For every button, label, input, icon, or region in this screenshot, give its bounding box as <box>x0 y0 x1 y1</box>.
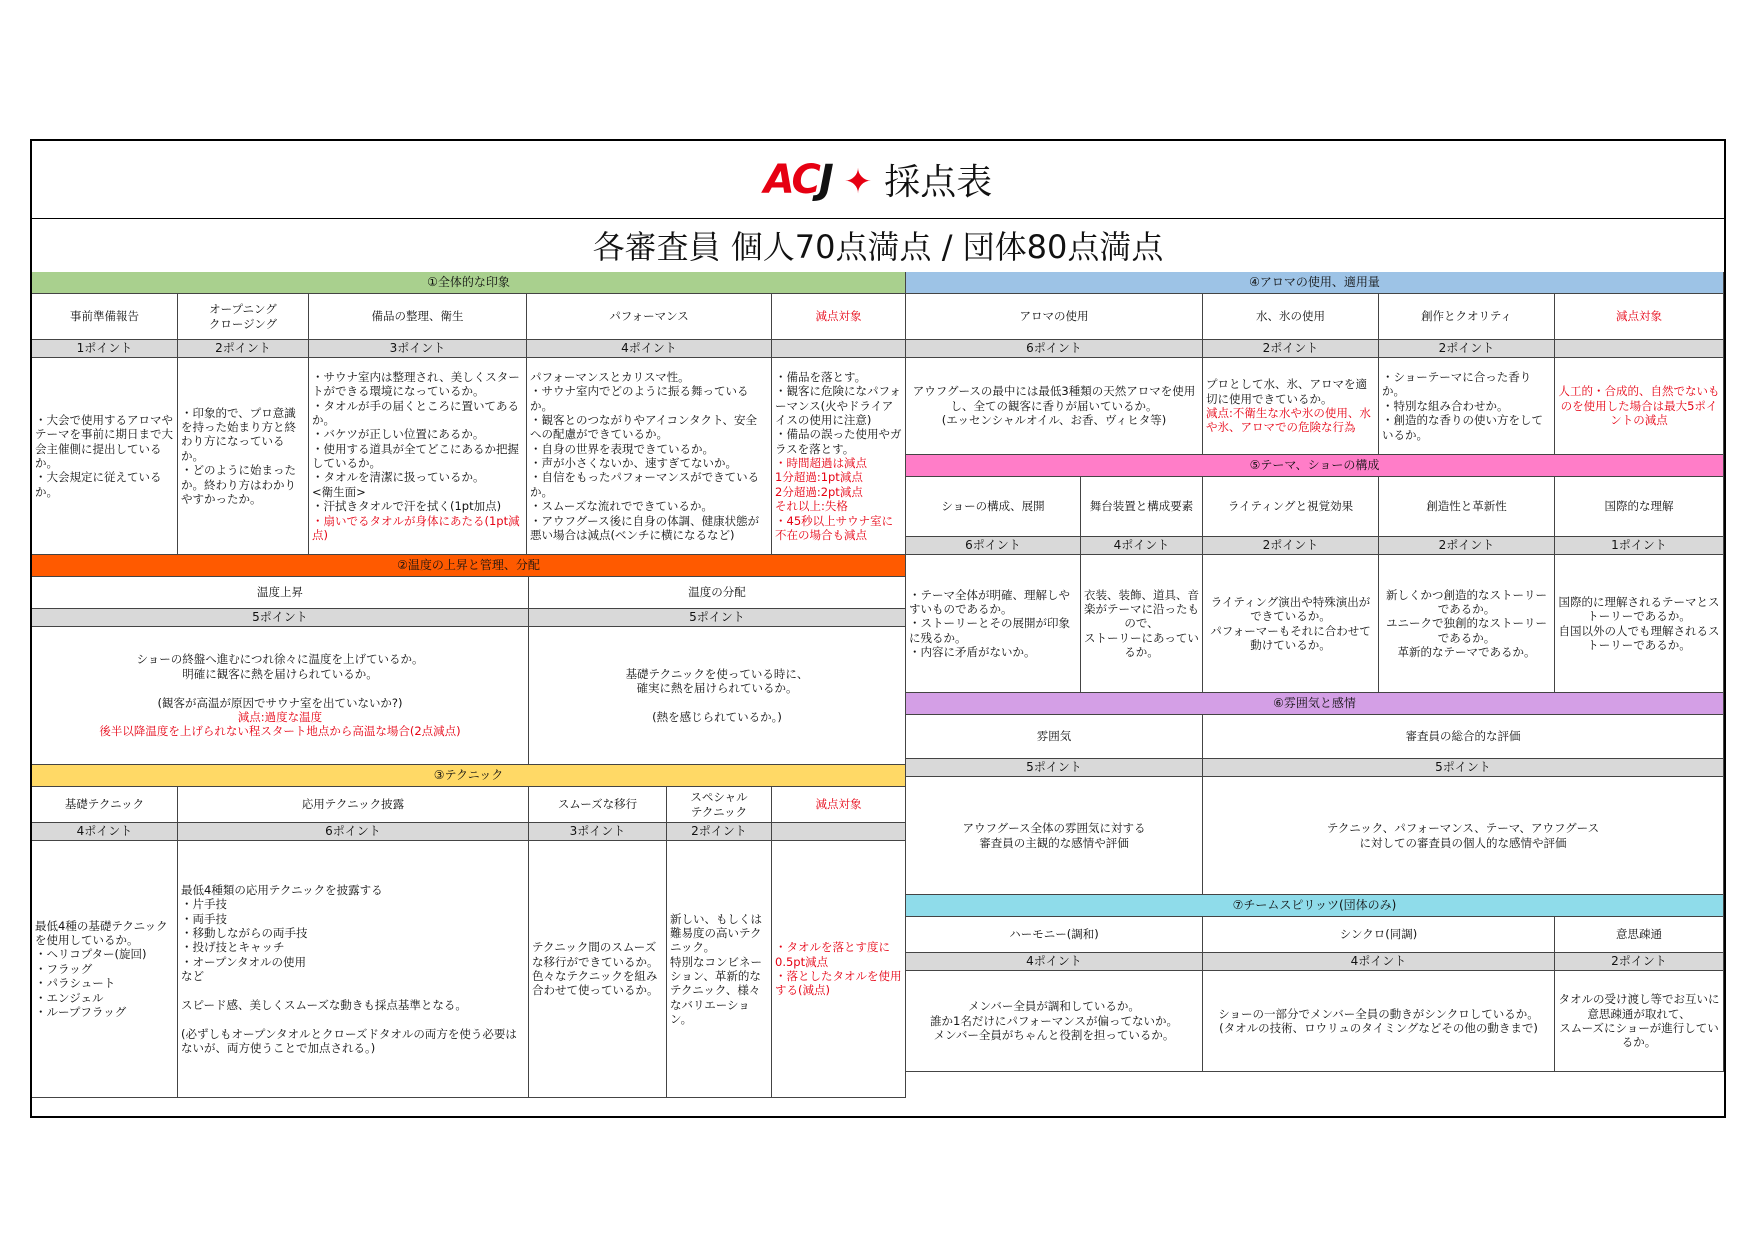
logo <box>764 154 992 205</box>
sec1-points <box>32 340 178 358</box>
sec5-points <box>1081 537 1203 555</box>
sec2-points-text: 5ポイント <box>689 610 745 624</box>
sec5-col-label <box>1379 477 1555 537</box>
sec7-col-desc <box>1555 971 1724 1072</box>
sec3-col-desc-text: テクニック間のスムーズな移行ができているか。色々なテクニックを組み合わせて使っているか。 <box>532 940 659 998</box>
sec4-col-label-text: 水、氷の使用 <box>1256 309 1325 324</box>
sec1-col-desc-penalty-text: ・時間超過は減点 1分超過:1pt減点 2分超過:2pt減点 それ以上:失格 ・45秒以上サウナ室に不在の場合も減点 <box>775 456 894 542</box>
sec7-points <box>1203 953 1555 971</box>
sec5-points <box>1203 537 1379 555</box>
sec4-col-desc-text: プロとして水、氷、アロマを適切に使用できているか。 <box>1206 377 1367 406</box>
grid <box>32 272 1724 1118</box>
sec4-col-desc <box>1555 358 1724 455</box>
sec1-col-label-text: 減点対象 <box>815 309 862 324</box>
sec3-col-label-text: 基礎テクニック <box>64 797 145 812</box>
sec2-points <box>529 609 906 627</box>
sec7-col-label <box>1555 917 1724 953</box>
sec7-col-label-text: 意思疎通 <box>1616 927 1662 942</box>
sec7-col-desc <box>1203 971 1555 1072</box>
sec5-col-desc <box>1555 555 1724 693</box>
sec4-col-desc <box>1203 358 1379 455</box>
sec1-col-label-text: オープニング クロージング <box>208 302 278 331</box>
sec3-col-label <box>32 787 178 823</box>
sec1-col-label <box>309 294 527 340</box>
sec3-col-label <box>667 787 772 823</box>
sec1-points-text: 2ポイント <box>215 341 271 355</box>
sec3-points <box>772 823 906 841</box>
sec5-col-label-text: 国際的な理解 <box>1604 499 1674 514</box>
sec1-col-desc <box>309 358 527 555</box>
sec3-col-label <box>772 787 906 823</box>
sec4-points <box>906 340 1203 358</box>
sec3-col-label-text: スムーズな移行 <box>557 797 638 812</box>
sec7-points <box>1555 953 1724 971</box>
sec3-points-text: 2ポイント <box>691 824 747 838</box>
sec6-points-text: 5ポイント <box>1435 760 1491 774</box>
sec4-header-text: ④アロマの使用、適用量 <box>1249 275 1380 289</box>
sec7-points-text: 4ポイント <box>1350 954 1407 968</box>
sec5-col-desc <box>1379 555 1555 693</box>
page-title: 採点表 <box>884 162 993 203</box>
sec2-col-label <box>529 577 906 609</box>
sec3-col-desc <box>667 841 772 1098</box>
sec7-col-label-text: シンクロ(同調) <box>1339 927 1418 942</box>
sec6-col-desc <box>906 777 1203 895</box>
sec1-points <box>772 340 906 358</box>
sec5-col-label <box>906 477 1081 537</box>
sec3-col-label-text: スペシャル テクニック <box>690 790 748 819</box>
sec2-col-desc <box>529 627 906 765</box>
sec5-points-text: 4ポイント <box>1113 538 1170 552</box>
sec5-col-label <box>1203 477 1379 537</box>
sec7-points-text: 2ポイント <box>1611 954 1667 968</box>
sec2-col-label-text: 温度上昇 <box>257 585 303 600</box>
sec6-col-label <box>1203 715 1724 759</box>
sec1-col-label <box>772 294 906 340</box>
sec4-col-label <box>1379 294 1555 340</box>
sec5-col-desc-text: ・テーマ全体が明確、理解しやすいものであるか。 ・ストーリーとその展開が印象に残るか。 ・内容に矛盾がないか。 <box>909 587 1070 660</box>
sec5-col-desc-text: 国際的に理解されるテーマとストーリーであるか。 自国以外の人でも理解されるストーリーであるか。 <box>1558 594 1720 652</box>
sec5-col-desc-text: 新しくかつ創造的なストーリーであるか。 ユニークで独創的なストーリーであるか。 革新的なテーマであるか。 <box>1386 587 1547 660</box>
sec3-col-label <box>529 787 667 823</box>
sec3-points <box>32 823 178 841</box>
sec5-points <box>1555 537 1724 555</box>
sec4-points-text: 2ポイント <box>1438 341 1495 355</box>
sec1-col-desc <box>32 358 178 555</box>
sec6-points <box>906 759 1203 777</box>
sec1-col-label-text: パフォーマンス <box>609 309 689 324</box>
sec6-col-label <box>906 715 1203 759</box>
sec5-col-label <box>1081 477 1203 537</box>
sec5-col-desc <box>1203 555 1379 693</box>
sec5-col-label <box>1555 477 1724 537</box>
sec1-points-text: 4ポイント <box>621 341 677 355</box>
sec1-col-desc <box>527 358 772 555</box>
sec2-col-desc <box>32 627 529 765</box>
sec1-points-text: 1ポイント <box>76 341 133 355</box>
sec7-points <box>906 953 1203 971</box>
sec5-col-label-text: ショーの構成、展開 <box>941 499 1045 514</box>
sec4-points <box>1203 340 1379 358</box>
sec1-col-label-text: 備品の整理、衛生 <box>371 309 464 324</box>
sec7-col-desc-text: タオルの受け渡し等でお互いに意思疎通が取れて、 スムーズにショーが進行しているか。 <box>1558 992 1720 1050</box>
sec1-col-label <box>32 294 178 340</box>
sec1-points <box>178 340 309 358</box>
sec3-points-text: 3ポイント <box>569 824 626 838</box>
sec4-col-label <box>1555 294 1724 340</box>
sec7-col-desc <box>906 971 1203 1072</box>
sec1-col-label <box>527 294 772 340</box>
sec4-col-desc <box>906 358 1203 455</box>
sec4-col-desc-penalty-text: 減点:不衛生な水や氷の使用、水や氷、アロマでの危険な行為 <box>1206 406 1371 435</box>
sec1-points <box>527 340 772 358</box>
sec4-points-text: 2ポイント <box>1262 341 1319 355</box>
sec4-col-desc-text: アウフグースの最中には最低3種類の天然アロマを使用し、全ての観客に香りが届いているか。 (エッセンシャルオイル、お香、ヴィヒタ等) <box>912 384 1196 428</box>
sec3-col-desc-penalty-text: ・タオルを落とす度に0.5pt減点 ・落としたタオルを使用する(減点) <box>775 940 902 998</box>
sec5-points <box>906 537 1081 555</box>
sec2-col-desc-text: ショーの終盤へ進むにつれ徐々に温度を上げているか。 明確に観客に熱を届けられているか。 (観客が高温が原因でサウナ室を出ていないか?) <box>136 652 424 710</box>
sec5-points <box>1379 537 1555 555</box>
sec3-points <box>529 823 667 841</box>
sec7-header-text: ⑦チームスピリッツ(団体のみ) <box>1232 898 1397 912</box>
sec6-col-desc-text: アウフグース全体の雰囲気に対する 審査員の主観的な感情や評価 <box>962 821 1146 850</box>
sec4-points <box>1555 340 1724 358</box>
sec3-col-desc <box>772 841 906 1098</box>
sec3-points <box>178 823 529 841</box>
sec7-col-label-text: ハーモニー(調和) <box>1009 927 1099 942</box>
sec5-col-label-text: 創造性と革新性 <box>1426 499 1507 514</box>
sec1-col-desc-text: パフォーマンスとカリスマ性。 ・サウナ室内でどのように振る舞っているか。 ・観客とのつながりやアイコンタクト、安全への配慮ができているか。 ・自身の世界を表現できているか。 ・声が小さくないか、速すぎてないか。 ・自信をもったパフォーマンスができているか。 ・スムーズな流れでできているか。 ・アウフグース後に自身の体調、健康状態が悪い場合は減点(ベンチに横になるなど) <box>530 369 760 542</box>
sec7-col-label <box>1203 917 1555 953</box>
sec6-col-desc <box>1203 777 1724 895</box>
sec4-col-label-text: アロマの使用 <box>1019 309 1089 324</box>
sec4-points <box>1379 340 1555 358</box>
sec4-col-desc-penalty-text: 人工的・合成的、自然でないものを使用した場合は最大5ポイントの減点 <box>1558 384 1720 428</box>
sec6-points-text: 5ポイント <box>1026 760 1082 774</box>
sec3-col-label <box>178 787 529 823</box>
sec5-points-text: 2ポイント <box>1438 538 1495 552</box>
sec6-col-desc-text: テクニック、パフォーマンス、テーマ、アウフグース に対しての審査員の個人的な感情や評価 <box>1326 821 1600 850</box>
sec7-col-desc-text: ショーの一部分でメンバー全員の動きがシンクロしているか。 (タオルの技術、ロウリュのタイミングなどその他の動きまで) <box>1218 1006 1539 1035</box>
sec2-header <box>32 555 906 577</box>
sec6-header <box>906 693 1724 715</box>
sec5-col-desc-text: 衣装、装飾、道具、音楽がテーマに沿ったもので、 ストーリーにあっているか。 <box>1084 587 1199 660</box>
sec4-col-label-text: 創作とクオリティ <box>1421 309 1512 324</box>
sec1-col-desc-text: ・印象的で、プロ意識を持った始まり方と終わり方になっている か。 ・どのように始まったか。終わり方はわかりやすかったか。 <box>181 405 296 506</box>
sec4-col-label <box>1203 294 1379 340</box>
sec1-col-desc-text: ・大会で使用するアロマやテーマを事前に期日まで大会主催側に提出しているか。 ・大会規定に従えているか。 <box>35 412 173 499</box>
sec1-col-desc-text: ・サウナ室内は整理され、美しくスタートができる環境になっているか。 ・タオルが手の届くところに置いてあるか。 ・バケツが正しい位置にあるか。 ・使用する道具が全てどこにあるか把握しているか。 ・タオルを清潔に扱っているか。 <衛生面> ・汗拭きタオルで汗を拭く(1pt加点) <box>312 369 520 514</box>
sec5-points-text: 6ポイント <box>965 538 1021 552</box>
sec1-header <box>32 272 906 294</box>
score-sheet <box>30 139 1726 1118</box>
sec6-points <box>1203 759 1724 777</box>
sec3-points <box>667 823 772 841</box>
sec7-col-desc-text: メンバー全員が調和しているか。 誰か1名だけにパフォーマンスが偏ってないか。 メンバー全員がちゃんと役割を担っているか。 <box>930 999 1178 1043</box>
sec5-col-desc <box>1081 555 1203 693</box>
sec5-header-text: ⑤テーマ、ショーの構成 <box>1249 458 1380 472</box>
title-bar <box>32 141 1724 219</box>
sec2-points <box>32 609 529 627</box>
sec2-col-label-text: 温度の分配 <box>688 585 746 600</box>
sec1-points <box>309 340 527 358</box>
sec1-col-desc <box>178 358 309 555</box>
sec5-col-desc <box>906 555 1081 693</box>
sec1-col-desc-penalty-text: ・扇いでるタオルが身体にあたる(1pt減点) <box>312 513 520 542</box>
sec5-points-text: 1ポイント <box>1611 538 1667 552</box>
acj-logo-icon: ACJ ✦ <box>763 156 871 203</box>
sec5-col-label-text: ライティングと視覚効果 <box>1227 499 1354 514</box>
sec1-points-text: 3ポイント <box>389 341 446 355</box>
sec4-col-label <box>906 294 1203 340</box>
sec4-header <box>906 272 1724 294</box>
sec5-col-desc-text: ライティング演出や特殊演出ができているか。 パフォーマーもそれに合わせて動けているか。 <box>1210 594 1371 652</box>
sec3-col-desc-text: 最低4種類の応用テクニックを披露する ・片手技 ・両手技 ・移動しながらの両手技 ・投げ技とキャッチ ・オープンタオルの使用 など スピード感、美しくスムーズな動きも採点基準となる。 (必ずしもオープンタオルとクローズドタオルの両方を使う必要はないが、両方使うことで加点される。) <box>181 882 517 1055</box>
sec3-header-text: ③テクニック <box>433 768 504 782</box>
sec6-header-text: ⑥雰囲気と感情 <box>1273 696 1356 710</box>
sec3-col-desc-text: 最低4種の基礎テクニックを使用しているか。 ・ヘリコプター(旋回) ・フラッグ ・パラシュート ・エンジェル ・ループフラッグ <box>35 918 168 1019</box>
sec7-header <box>906 895 1724 917</box>
sec5-header <box>906 455 1724 477</box>
sec1-col-label-text: 事前準備報告 <box>70 309 139 324</box>
sec3-col-desc <box>178 841 529 1098</box>
sec3-col-label-text: 応用テクニック披露 <box>301 797 405 812</box>
sec7-points-text: 4ポイント <box>1026 954 1082 968</box>
sec1-col-desc-text: ・備品を落とす。 ・観客に危険になパフォーマンス(火やドライアイスの使用に注意) ・備品の誤った使用やガラスを落とす。 <box>775 369 902 456</box>
sec6-col-label-text: 審査員の総合的な評価 <box>1405 729 1521 744</box>
sec2-points-text: 5ポイント <box>252 610 308 624</box>
sec5-points-text: 2ポイント <box>1262 538 1319 552</box>
sec2-col-label <box>32 577 529 609</box>
sec2-col-desc-penalty-text: 減点:過度な温度 後半以降温度を上げられない程スタート地点から高温な場合(2点減点) <box>99 709 461 739</box>
sec3-col-desc <box>529 841 667 1098</box>
sec2-col-desc-text: 基礎テクニックを使っている時に、 確実に熱を届けられているか。 (熱を感じられているか。) <box>625 666 809 724</box>
sec5-col-label-text: 舞台装置と構成要素 <box>1089 499 1194 514</box>
page-subtitle: 各審査員 個人70点満点 / 団体80点満点 <box>32 218 1724 273</box>
sec3-col-desc-text: 新しい、もしくは難易度の高いテクニック。 特別なコンビネーション、革新的なテクニック、様々なバリエーション。 <box>670 911 762 1027</box>
sec4-col-label-text: 減点対象 <box>1616 309 1662 324</box>
sec7-col-label <box>906 917 1203 953</box>
sec1-col-label <box>178 294 309 340</box>
sec3-col-desc <box>32 841 178 1098</box>
sec4-col-desc-text: ・ショーテーマに合った香りか。 ・特別な組み合わせか。 ・創造的な香りの使い方をしているか。 <box>1382 370 1543 442</box>
sec4-points-text: 6ポイント <box>1026 341 1082 355</box>
sec6-col-label-text: 雰囲気 <box>1036 729 1072 744</box>
sec1-col-desc <box>772 358 906 555</box>
sec2-header-text: ②温度の上昇と管理、分配 <box>397 558 540 572</box>
sec4-col-desc <box>1379 358 1555 455</box>
sec3-col-label-text: 減点対象 <box>815 797 862 812</box>
sec1-header-text: ①全体的な印象 <box>427 275 510 289</box>
sec3-points-text: 6ポイント <box>325 824 381 838</box>
sec3-points-text: 4ポイント <box>76 824 133 838</box>
sec3-header <box>32 765 906 787</box>
